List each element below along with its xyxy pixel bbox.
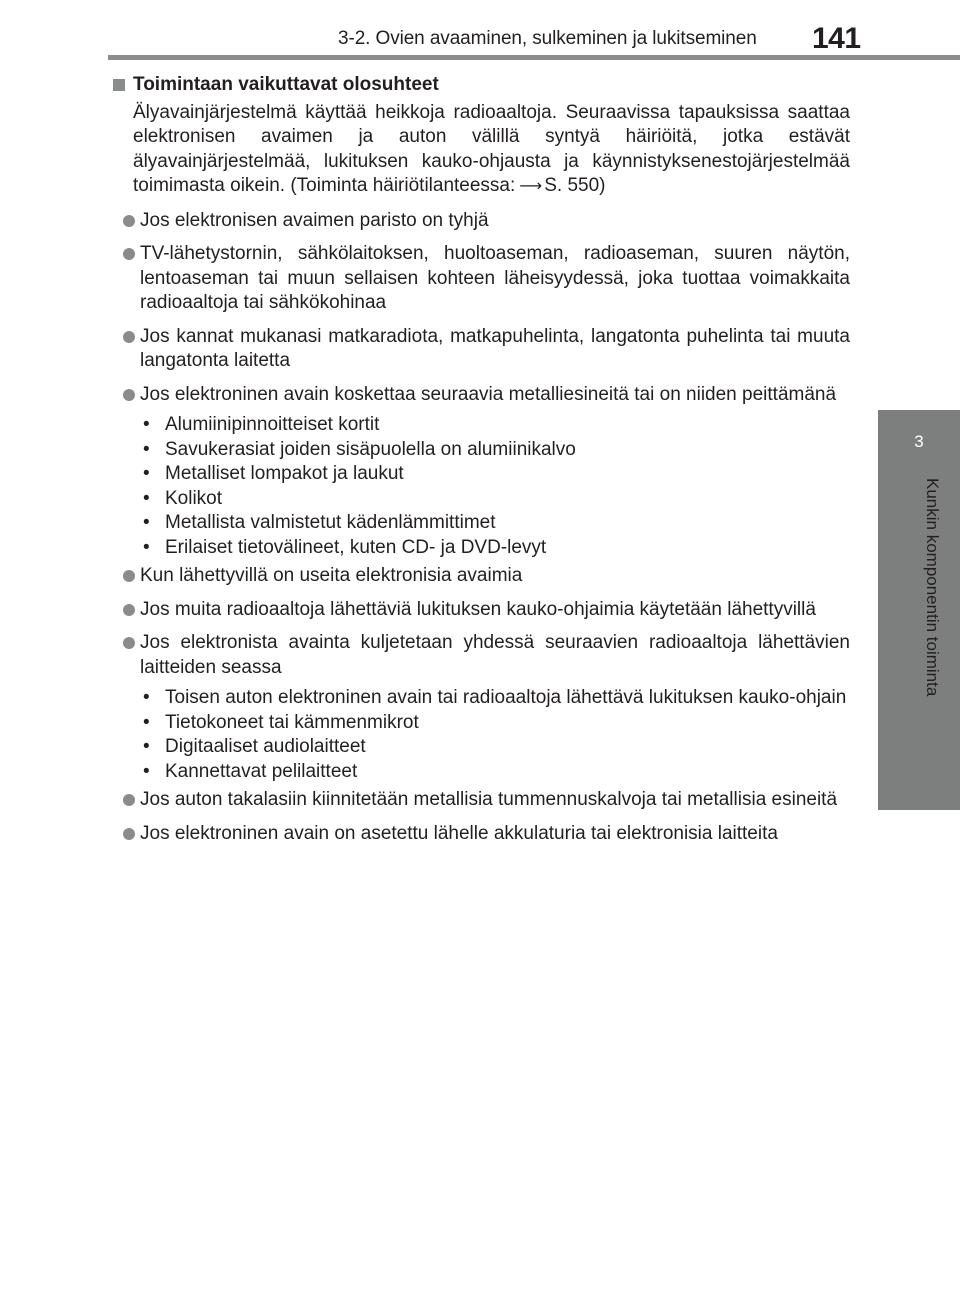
- list-item: [108, 822, 850, 847]
- chapter-title: 3-2. Ovien avaaminen, sulkeminen ja lukitseminen: [338, 28, 757, 49]
- intro-page-ref: S. 550): [544, 175, 606, 196]
- sub-list-item-text: Erilaiset tietovälineet, kuten CD- ja DVD-levyt: [165, 536, 547, 558]
- list-item: [108, 242, 850, 316]
- sub-list-item-text: Metallista valmistetut kädenlämmittimet: [165, 512, 496, 533]
- chapter-tab-label: Kunkin komponentin toiminta: [923, 478, 942, 697]
- list-item: [108, 788, 850, 813]
- list-item-text: Jos auton takalasiin kiinnitetään metallisia tummennuskalvoja tai metallisia esineitä: [140, 789, 838, 810]
- sub-list-item: • Erilaiset tietovälineet, kuten CD- ja DVD-levyt: [141, 536, 850, 561]
- sub-list-item-text: Digitaaliset audiolaitteet: [165, 736, 366, 757]
- sub-list-item: • Alumiinipinnoitteiset kortit: [141, 413, 850, 438]
- list-item-text: Jos elektronista avainta kuljetetaan yhdessä seuraavien radioaaltoja lähettävien laitteiden seassa: [140, 632, 850, 678]
- circle-bullet-icon: [123, 604, 135, 616]
- square-bullet-icon: [113, 79, 125, 91]
- page-content: [108, 73, 850, 846]
- sub-list-item-text: Savukerasiat joiden sisäpuolella on alumiinikalvo: [165, 438, 576, 460]
- section-heading: [108, 73, 850, 98]
- circle-bullet-icon: [123, 331, 135, 343]
- metal-items-list: [141, 413, 850, 560]
- circle-bullet-icon: [123, 215, 135, 227]
- circle-bullet-icon: [123, 248, 135, 260]
- intro-paragraph: [133, 101, 850, 200]
- sub-list-item-text: Alumiinipinnoitteiset kortit: [165, 414, 380, 435]
- sub-list-item-text: Kannettavat pelilaitteet: [165, 760, 358, 782]
- circle-bullet-icon: [123, 794, 135, 806]
- arrow-right-icon: ⟶: [519, 178, 543, 195]
- list-item: [108, 209, 850, 234]
- header-rule: [108, 55, 960, 60]
- sub-list-item: • Metallista valmistetut kädenlämmittimet: [141, 511, 850, 536]
- page-number: 141: [812, 22, 861, 55]
- circle-bullet-icon: [123, 828, 135, 840]
- list-item-text: TV-lähetystornin, sähkölaitoksen, huoltoaseman, radioaseman, suuren näytön, lentoaseman tai muun sellaisen kohteen läheisyydessä, joka tuottaa voimakkaita radioaaltoja tai sähkökohinaa: [140, 243, 850, 313]
- sub-list-item: • Kolikot: [141, 487, 850, 512]
- list-item-text: Kun lähettyvillä on useita elektronisia avaimia: [140, 565, 523, 586]
- sub-list-item: • Digitaaliset audiolaitteet: [141, 735, 850, 760]
- sub-list-item-text: Tietokoneet tai kämmenmikrot: [165, 711, 419, 733]
- list-item-text: Jos elektroninen avain on asetettu lähelle akkulaturia tai elektronisia laitteita: [140, 822, 778, 844]
- circle-bullet-icon: [123, 570, 135, 582]
- list-item: [108, 564, 850, 589]
- list-item: [108, 598, 850, 623]
- list-item: [108, 383, 850, 408]
- intro-text: Älyavainjärjestelmä käyttää heikkoja radioaaltoja. Seuraavissa tapauksissa saattaa elektronisen avaimen ja auton välillä syntyä häiriöitä, jotka estävät älyavainjärjestelmää, lukituksen kauko-ohjausta ja käynnistyksenestojärjestelmää toimimasta oikein. (Toiminta häiriötilanteessa:: [133, 101, 850, 196]
- sub-list-item-text: Metalliset lompakot ja laukut: [165, 463, 404, 484]
- list-item-text: Jos kannat mukanasi matkaradiota, matkapuhelinta, langatonta puhelinta tai muuta langatonta laitetta: [140, 325, 850, 371]
- sub-list-item: • Kannettavat pelilaitteet: [141, 760, 850, 785]
- chapter-tab-number: 3: [914, 432, 924, 451]
- list-item: [108, 325, 850, 374]
- list-item-text: Jos elektroninen avain koskettaa seuraavia metalliesineitä tai on niiden peittämänä: [140, 383, 837, 405]
- sub-list-item: • Toisen auton elektroninen avain tai radioaaltoja lähettävä lukituksen kauko-ohjain: [141, 686, 850, 711]
- sub-list-item-text: Kolikot: [165, 487, 223, 509]
- sub-list-item: • Metalliset lompakot ja laukut: [141, 462, 850, 487]
- circle-bullet-icon: [123, 637, 135, 649]
- list-item-text: Jos muita radioaaltoja lähettäviä lukituksen kauko-ohjaimia käytetään lähettyvillä: [140, 598, 816, 620]
- sub-list-item-text: Toisen auton elektroninen avain tai radioaaltoja lähettävä lukituksen kauko-ohjain: [165, 687, 847, 708]
- device-items-list: [141, 686, 850, 784]
- list-item-text: Jos elektronisen avaimen paristo on tyhjä: [140, 209, 489, 231]
- list-item: [108, 631, 850, 680]
- section-heading-text: Toimintaan vaikuttavat olosuhteet: [133, 74, 439, 95]
- sub-list-item: • Tietokoneet tai kämmenmikrot: [141, 711, 850, 736]
- sub-list-item: • Savukerasiat joiden sisäpuolella on alumiinikalvo: [141, 438, 850, 463]
- circle-bullet-icon: [123, 389, 135, 401]
